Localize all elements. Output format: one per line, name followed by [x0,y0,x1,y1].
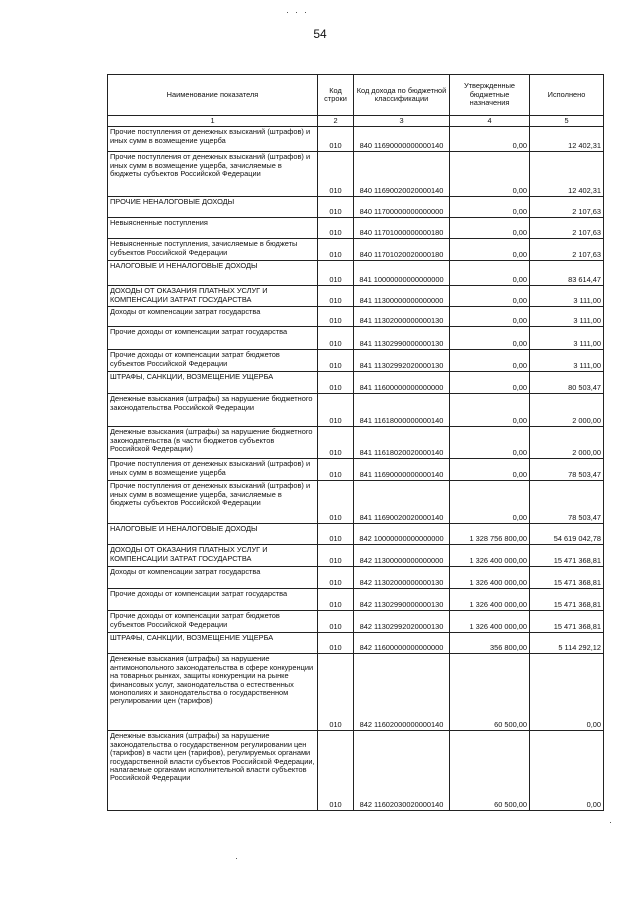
row-approved: 0,00 [450,350,530,372]
row-line-code: 010 [318,286,354,307]
row-line-code: 010 [318,394,354,427]
row-approved: 60 500,00 [450,731,530,811]
table-row [108,481,604,524]
row-budget-code: 842 11300000000000000 [354,545,450,567]
row-line-code: 010 [318,197,354,218]
row-name: Доходы от компенсации затрат государства [108,567,318,589]
row-budget-code: 841 11302000000000130 [354,307,450,327]
row-line-code: 010 [318,218,354,239]
row-name: Прочие поступления от денежных взысканий (штрафов) и иных сумм в возмещение ущерба, зачисляемые в бюджеты субъектов Российской Федерации [108,152,318,197]
table-row [108,427,604,459]
row-budget-code: 841 11618000000000140 [354,394,450,427]
row-budget-code: 842 11602030020000140 [354,731,450,811]
row-executed: 3 111,00 [530,307,604,327]
row-executed: 78 503,47 [530,481,604,524]
row-approved: 0,00 [450,127,530,152]
row-approved: 0,00 [450,152,530,197]
row-approved: 60 500,00 [450,654,530,731]
table-row [108,286,604,307]
row-budget-code: 842 11302990000000130 [354,589,450,611]
row-executed: 3 111,00 [530,327,604,350]
row-budget-code: 842 11600000000000000 [354,633,450,654]
row-name: НАЛОГОВЫЕ И НЕНАЛОГОВЫЕ ДОХОДЫ [108,524,318,545]
row-budget-code: 841 11690020020000140 [354,481,450,524]
header-executed: Исполнено [530,75,604,116]
table-row [108,589,604,611]
table-row [108,633,604,654]
row-line-code: 010 [318,152,354,197]
row-executed: 5 114 292,12 [530,633,604,654]
row-line-code: 010 [318,654,354,731]
row-approved: 1 326 400 000,00 [450,589,530,611]
table-row [108,654,604,731]
column-number: 4 [450,116,530,127]
row-name: ШТРАФЫ, САНКЦИИ, ВОЗМЕЩЕНИЕ УЩЕРБА [108,633,318,654]
row-line-code: 010 [318,307,354,327]
header-indicator-name: Наименование показателя [108,75,318,116]
row-line-code: 010 [318,327,354,350]
row-line-code: 010 [318,350,354,372]
row-approved: 0,00 [450,394,530,427]
row-approved: 0,00 [450,218,530,239]
row-line-code: 010 [318,611,354,633]
row-budget-code: 842 10000000000000000 [354,524,450,545]
column-number: 2 [318,116,354,127]
row-line-code: 010 [318,239,354,261]
row-executed: 15 471 368,81 [530,567,604,589]
row-executed: 2 107,63 [530,197,604,218]
row-budget-code: 840 11690020020000140 [354,152,450,197]
row-executed: 80 503,47 [530,372,604,394]
column-number: 5 [530,116,604,127]
row-budget-code: 840 11700000000000000 [354,197,450,218]
scan-speck [296,12,297,13]
table-row [108,127,604,152]
header-budget-code: Код дохода по бюджетной классификации [354,75,450,116]
row-budget-code: 840 11701020020000180 [354,239,450,261]
row-name: Невыясненные поступления, зачисляемые в бюджеты субъектов Российской Федерации [108,239,318,261]
row-line-code: 010 [318,524,354,545]
row-name: ШТРАФЫ, САНКЦИИ, ВОЗМЕЩЕНИЕ УЩЕРБА [108,372,318,394]
row-executed: 15 471 368,81 [530,589,604,611]
row-approved: 0,00 [450,239,530,261]
row-approved: 0,00 [450,261,530,286]
row-name: Денежные взыскания (штрафы) за нарушение бюджетного законодательства Российской Федерации [108,394,318,427]
row-name: ДОХОДЫ ОТ ОКАЗАНИЯ ПЛАТНЫХ УСЛУГ И КОМПЕНСАЦИИ ЗАТРАТ ГОСУДАРСТВА [108,545,318,567]
scan-speck [610,822,611,823]
row-line-code: 010 [318,481,354,524]
column-number: 1 [108,116,318,127]
row-budget-code: 842 11302992020000130 [354,611,450,633]
table-row [108,350,604,372]
row-approved: 0,00 [450,286,530,307]
table-row [108,239,604,261]
row-line-code: 010 [318,589,354,611]
table-row [108,545,604,567]
row-line-code: 010 [318,127,354,152]
row-executed: 12 402,31 [530,127,604,152]
table-row [108,261,604,286]
row-name: Прочие поступления от денежных взысканий (штрафов) и иных сумм в возмещение ущерба [108,459,318,481]
row-name: Денежные взыскания (штрафы) за нарушение бюджетного законодательства (в части бюджетов субъектов Российской Федерации) [108,427,318,459]
row-name: Денежные взыскания (штрафы) за нарушение антимонопольного законодательства в сфере конкуренции на товарных рынках, защиты конкуренции на рынке финансовых услуг, законодательства о естественных монополиях и законодательства о государственном регулировании цен (тарифов) [108,654,318,731]
row-line-code: 010 [318,372,354,394]
scan-speck [236,858,237,859]
row-budget-code: 841 11618020020000140 [354,427,450,459]
row-budget-code: 841 11300000000000000 [354,286,450,307]
row-executed: 3 111,00 [530,286,604,307]
row-name: ПРОЧИЕ НЕНАЛОГОВЫЕ ДОХОДЫ [108,197,318,218]
row-line-code: 010 [318,261,354,286]
row-budget-code: 841 11302990000000130 [354,327,450,350]
header-approved: Утвержденные бюджетные назначения [450,75,530,116]
row-executed: 3 111,00 [530,350,604,372]
table-header-row [108,75,604,116]
page-number: 54 [313,27,327,41]
row-approved: 0,00 [450,459,530,481]
row-name: Прочие поступления от денежных взысканий (штрафов) и иных сумм в возмещение ущерба, зачисляемые в бюджеты субъектов Российской Федерации [108,481,318,524]
row-name: Прочие поступления от денежных взысканий (штрафов) и иных сумм в возмещение ущерба [108,127,318,152]
row-executed: 83 614,47 [530,261,604,286]
row-executed: 78 503,47 [530,459,604,481]
row-budget-code: 842 11302000000000130 [354,567,450,589]
row-name: Денежные взыскания (штрафы) за нарушение законодательства о государственном регулировании цен (тарифов) в части цен (тарифов), регулируемых органами государственной власти субъектов Российской Федерации, налагаемые органами исполнительной власти субъектов Российской Федерации [108,731,318,811]
row-executed: 0,00 [530,654,604,731]
row-approved: 356 800,00 [450,633,530,654]
row-budget-code: 841 11690000000000140 [354,459,450,481]
row-line-code: 010 [318,633,354,654]
row-name: Прочие доходы от компенсации затрат бюджетов субъектов Российской Федерации [108,350,318,372]
scan-speck [287,12,288,13]
row-name: Прочие доходы от компенсации затрат бюджетов субъектов Российской Федерации [108,611,318,633]
row-executed: 15 471 368,81 [530,545,604,567]
row-approved: 1 326 400 000,00 [450,545,530,567]
table-row [108,152,604,197]
table-row [108,567,604,589]
table-row [108,394,604,427]
row-executed: 54 619 042,78 [530,524,604,545]
row-approved: 1 326 400 000,00 [450,567,530,589]
row-budget-code: 842 11602000000000140 [354,654,450,731]
row-approved: 0,00 [450,481,530,524]
row-line-code: 010 [318,731,354,811]
table-row [108,327,604,350]
row-executed: 2 107,63 [530,218,604,239]
table-row [108,459,604,481]
table-row [108,307,604,327]
table-row [108,197,604,218]
row-approved: 1 328 756 800,00 [450,524,530,545]
column-number-row [108,116,604,127]
row-approved: 0,00 [450,327,530,350]
row-line-code: 010 [318,545,354,567]
row-executed: 2 000,00 [530,427,604,459]
row-budget-code: 840 11701000000000180 [354,218,450,239]
row-line-code: 010 [318,427,354,459]
header-line-code: Код строки [318,75,354,116]
column-number: 3 [354,116,450,127]
table-row [108,524,604,545]
row-budget-code: 840 11690000000000140 [354,127,450,152]
row-executed: 2 000,00 [530,394,604,427]
row-approved: 0,00 [450,197,530,218]
table-row [108,372,604,394]
row-name: Прочие доходы от компенсации затрат государства [108,589,318,611]
row-executed: 15 471 368,81 [530,611,604,633]
row-name: Невыясненные поступления [108,218,318,239]
row-approved: 0,00 [450,307,530,327]
table-row [108,731,604,811]
row-name: НАЛОГОВЫЕ И НЕНАЛОГОВЫЕ ДОХОДЫ [108,261,318,286]
table-row [108,218,604,239]
row-approved: 0,00 [450,372,530,394]
row-budget-code: 841 10000000000000000 [354,261,450,286]
row-line-code: 010 [318,459,354,481]
row-name: ДОХОДЫ ОТ ОКАЗАНИЯ ПЛАТНЫХ УСЛУГ И КОМПЕНСАЦИИ ЗАТРАТ ГОСУДАРСТВА [108,286,318,307]
revenue-table [107,74,604,811]
row-approved: 0,00 [450,427,530,459]
row-executed: 0,00 [530,731,604,811]
row-budget-code: 841 11600000000000000 [354,372,450,394]
row-executed: 12 402,31 [530,152,604,197]
row-name: Прочие доходы от компенсации затрат государства [108,327,318,350]
table-row [108,611,604,633]
row-budget-code: 841 11302992020000130 [354,350,450,372]
row-name: Доходы от компенсации затрат государства [108,307,318,327]
row-approved: 1 326 400 000,00 [450,611,530,633]
scan-speck [305,12,306,13]
row-executed: 2 107,63 [530,239,604,261]
row-line-code: 010 [318,567,354,589]
